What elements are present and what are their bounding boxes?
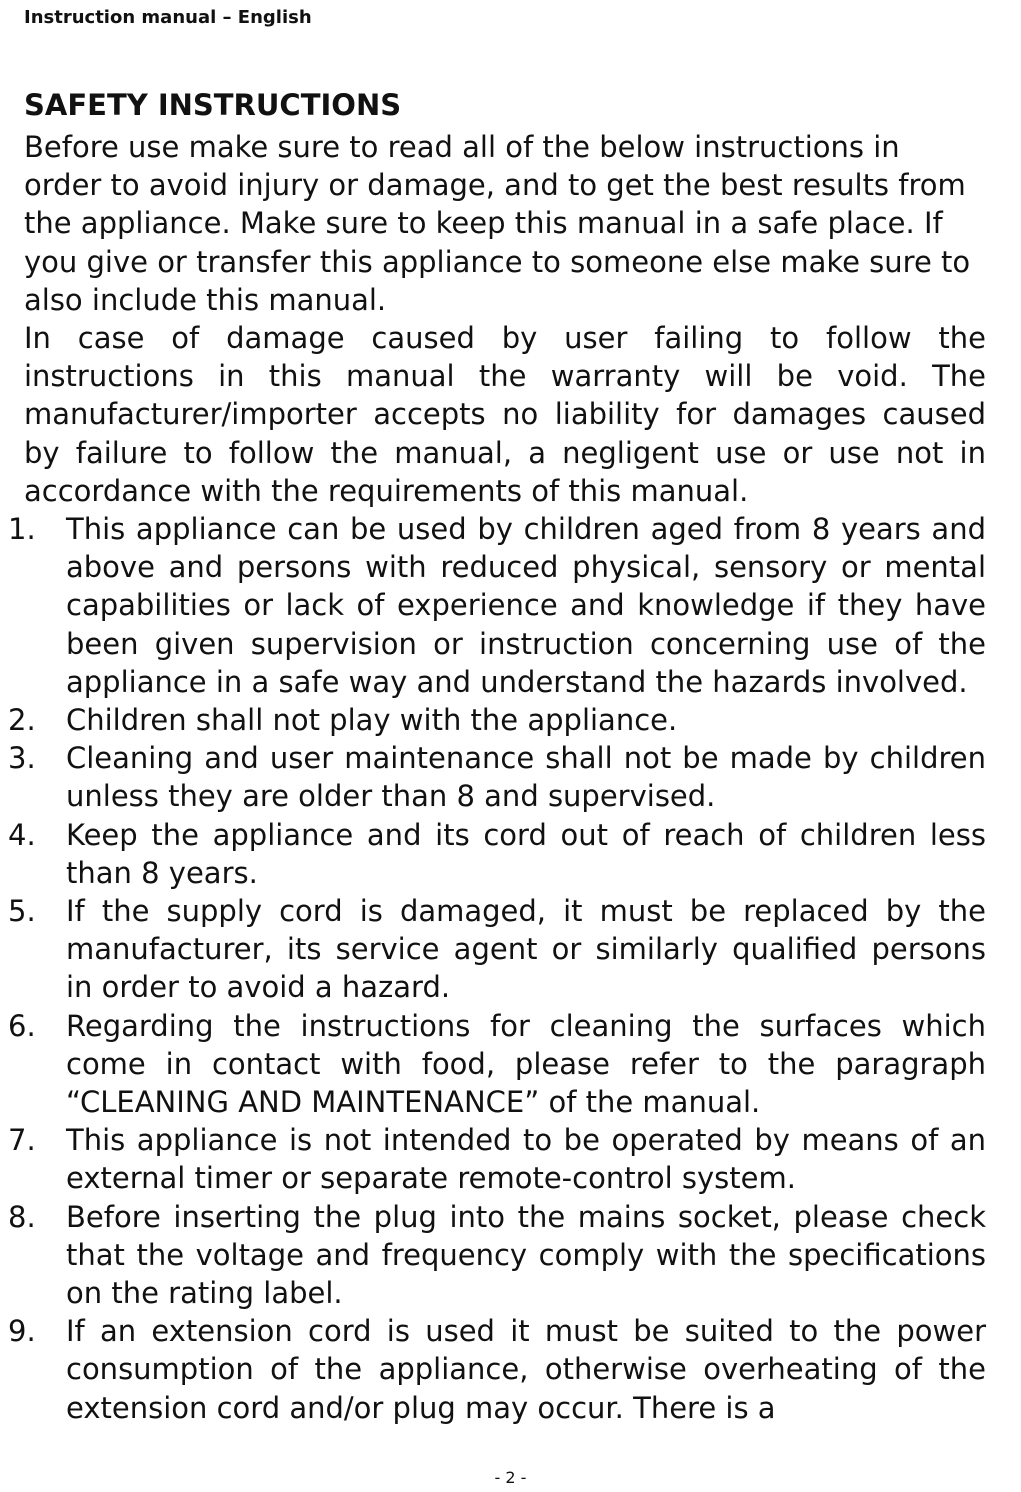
- item-number: 6.: [8, 1008, 36, 1043]
- list-item: [8, 510, 986, 701]
- list-item: [8, 739, 986, 815]
- item-text: This appliance is not intended to be operated by means of an external timer or separate remote-control system.: [66, 1123, 986, 1196]
- item-text: If an extension cord is used it must be suited to the power consumption of the appliance, otherwise overheating of the extension cord and/or plug may occur. There is a: [66, 1314, 986, 1425]
- list-item: [8, 1312, 986, 1427]
- item-text: Keep the appliance and its cord out of reach of children less than 8 years.: [66, 817, 986, 890]
- item-number: 4.: [8, 817, 36, 852]
- list-item: [8, 816, 986, 892]
- item-number: 9.: [8, 1314, 36, 1349]
- page-number: - 2 -: [494, 1468, 527, 1487]
- item-text: Before inserting the plug into the mains socket, please check that the voltage and frequency comply with the specifications on the rating label.: [66, 1199, 986, 1311]
- item-number: 2.: [8, 703, 36, 738]
- list-item: [8, 1007, 986, 1122]
- item-number: 7.: [8, 1123, 36, 1158]
- safety-instructions-list: [8, 510, 986, 1427]
- item-text: If the supply cord is damaged, it must be replaced by the manufacturer, its service agent or similarly qualified persons in order to avoid a hazard.: [66, 894, 986, 1005]
- list-item: [8, 892, 986, 1007]
- list-item: [8, 1198, 986, 1313]
- intro-block: [24, 128, 986, 510]
- list-item: [8, 1121, 986, 1197]
- item-text: This appliance can be used by children aged from 8 years and above and persons with reduced physical, sensory or mental capabilities or lack of experience and knowledge if they have been given supervision or instruction concerning use of the appliance in a safe way and understand the hazards involved.: [66, 512, 986, 699]
- item-text: Cleaning and user maintenance shall not be made by children unless they are older than 8 and supervised.: [66, 741, 986, 814]
- item-number: 1.: [8, 512, 36, 546]
- item-number: 8.: [8, 1199, 36, 1234]
- liability-paragraph: In case of damage caused by user failing to follow the instructions in this manual the warranty will be void. The manufacturer/importer accepts no liability for damages caused by failure to follow the manual, a negligent use or use not in accordance with the requirements of this manual.: [24, 321, 986, 508]
- item-text: Children shall not play with the appliance.: [66, 703, 678, 738]
- section-title: SAFETY INSTRUCTIONS: [24, 88, 402, 122]
- item-number: 5.: [8, 894, 36, 929]
- item-text: Regarding the instructions for cleaning the surfaces which come in contact with food, please refer to the paragraph “CLEANING AND MAINTENANCE” of the manual.: [66, 1008, 986, 1120]
- running-header: Instruction manual – English: [24, 7, 312, 28]
- intro-paragraph: Before use make sure to read all of the below instructions in order to avoid injury or damage, and to get the best results from the appliance. Make sure to keep this manual in a safe place. If you give or transfer this appliance to someone else make sure to also include this manual.: [24, 130, 971, 317]
- list-item: [8, 701, 986, 739]
- item-number: 3.: [8, 741, 36, 776]
